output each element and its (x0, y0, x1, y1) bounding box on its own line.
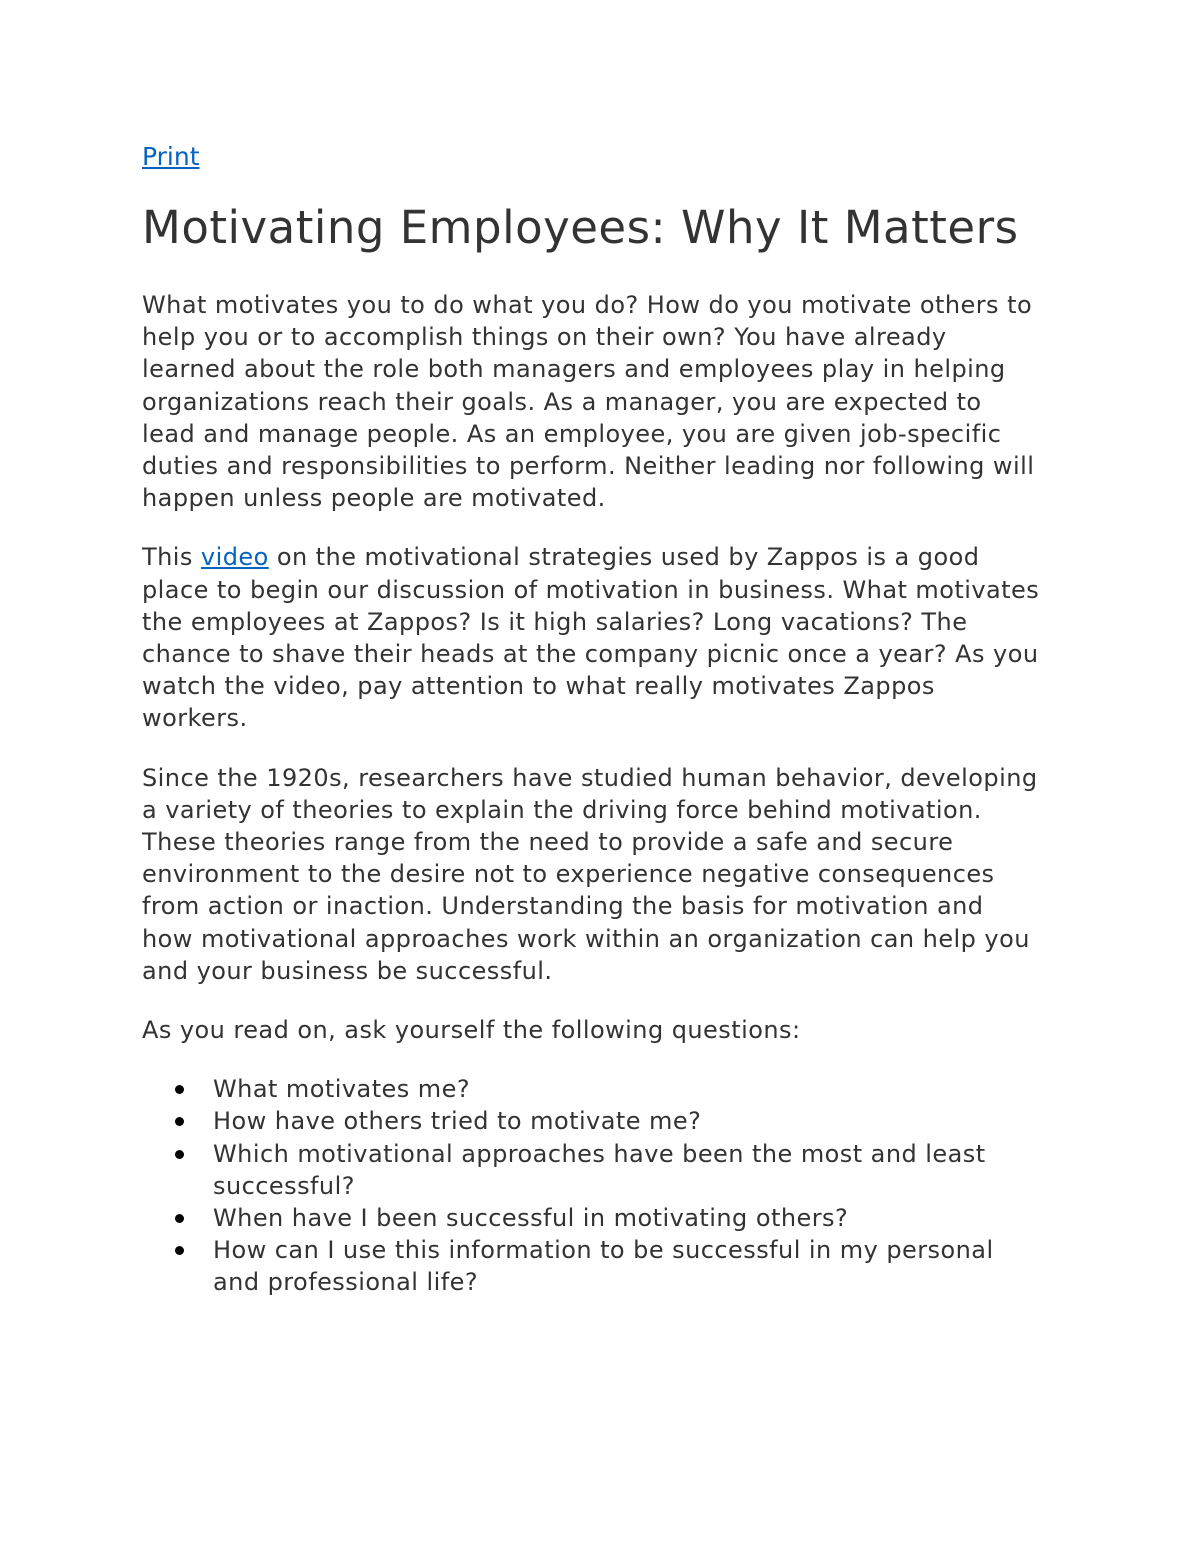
list-item (213, 1105, 1042, 1137)
bullet-icon (175, 1246, 184, 1255)
list-item (213, 1234, 1042, 1298)
theories-paragraph: Since the 1920s, researchers have studied human behavior, developing a variety of theories to explain the driving force behind motivation. These theories range from the need to provide a safe and secure environment to the desire not to experience negative consequences from action or inaction. Understanding the basis for motivation and how motivational approaches work within an organization can help you and your business be successful. (142, 763, 1038, 985)
video-paragraph-rest: on the motivational strategies used by Zappos is a good place to begin our discussion of motivation in business. What motivates the employees at Zappos? Is it high salaries? Long vacations? The chance to shave their heads at the company picnic once a year? As you watch the video, pay attention to what really motivates Zappos workers. (142, 543, 1040, 733)
list-item-text: How have others tried to motivate me? (213, 1107, 702, 1136)
list-item-text: Which motivational approaches have been the most and least successful? (213, 1139, 986, 1200)
video-paragraph-start: This (142, 543, 201, 572)
list-item (213, 1073, 1042, 1105)
intro-paragraph: What motivates you to do what you do? How do you motivate others to help you or to accomplish things on their own? You have already learned about the role both managers and employees play in helping organizations reach their goals. As a manager, you are expected to lead and manage people. As an employee, you are given job-specific duties and responsibilities to perform. Neither leading nor following will happen unless people are motivated. (142, 291, 1035, 513)
bullet-icon (175, 1117, 184, 1126)
list-item (213, 1202, 1042, 1234)
bullet-icon (175, 1150, 184, 1159)
questions-intro: As you read on, ask yourself the following questions: (142, 1016, 801, 1045)
questions-list (142, 1073, 1042, 1298)
list-item-text: When have I been successful in motivating others? (213, 1204, 849, 1233)
list-item-text: How can I use this information to be successful in my personal and professional life? (213, 1236, 994, 1297)
bullet-icon (175, 1214, 184, 1223)
video-paragraph (142, 541, 1042, 734)
list-item (213, 1138, 1042, 1202)
page-title: Motivating Employees: Why It Matters (142, 201, 1019, 254)
document-page (142, 140, 1042, 1299)
list-item-text: What motivates me? (213, 1075, 471, 1104)
print-link[interactable]: Print (142, 142, 200, 171)
bullet-icon (175, 1085, 184, 1094)
video-link[interactable]: video (200, 543, 269, 572)
